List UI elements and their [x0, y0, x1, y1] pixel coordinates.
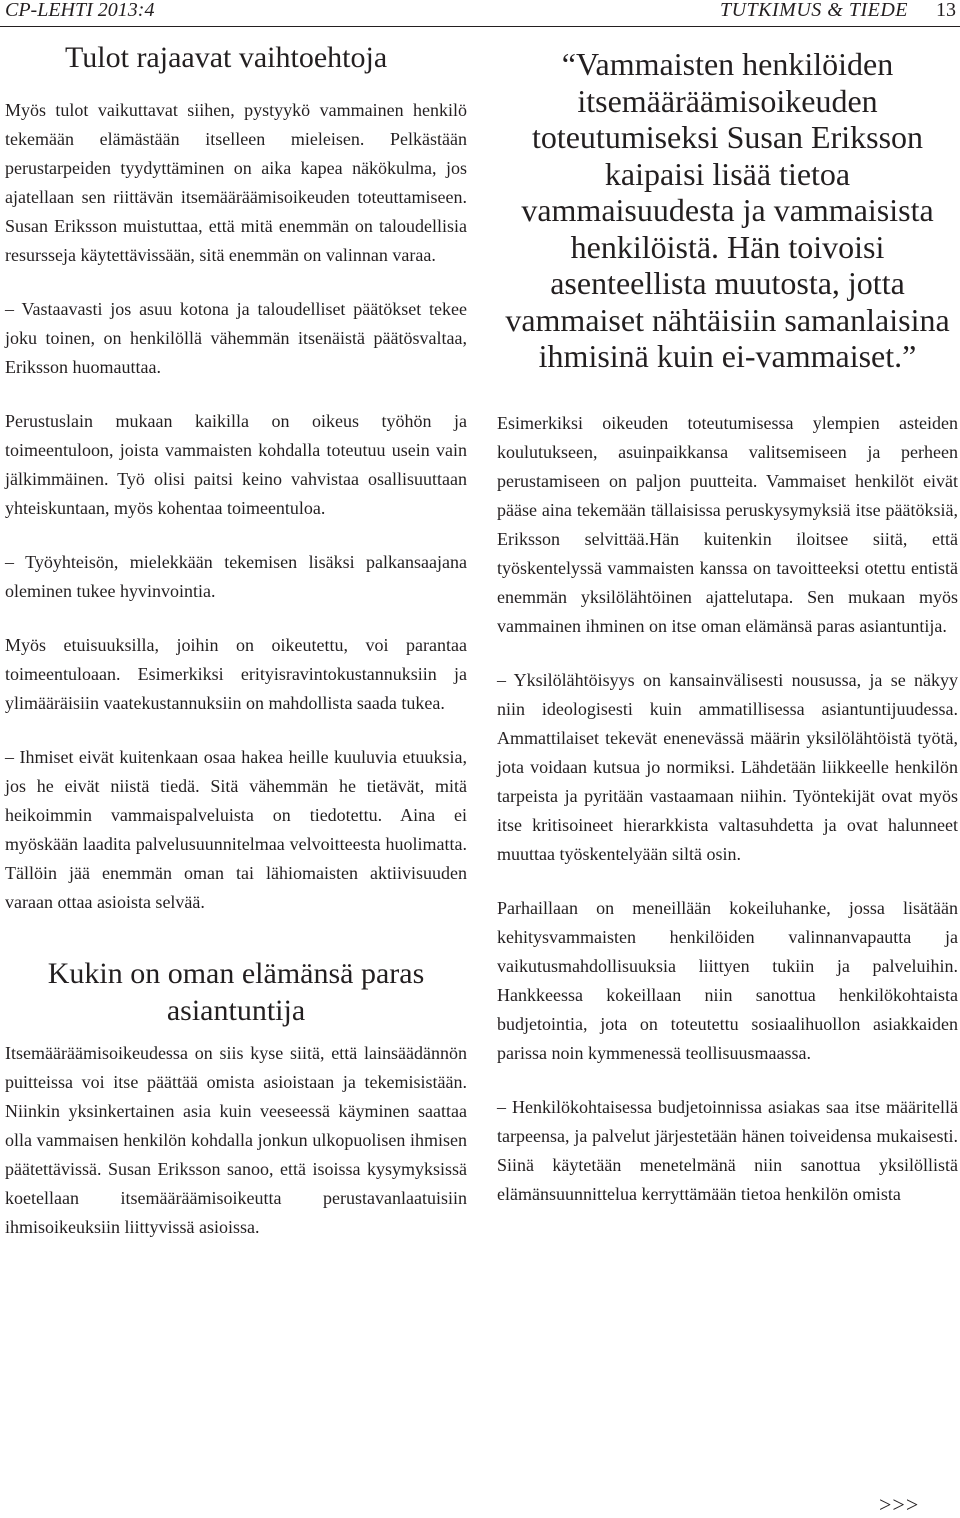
pull-quote: “Vammaisten henkilöiden itsemääräämisoikeuden toteutumiseksi Susan Eriksson kaipaisi lisää tietoa vammaisuudesta ja vammaisista henkilöistä. Hän toivoisi asenteellista muutosta, jotta vammaiset nähtäisiin samanlaisina ihmisinä kuin ei-vammaiset.” [505, 46, 950, 374]
body-paragraph: – Ihmiset eivät kuitenkaan osaa hakea heille kuuluvia etuuksia, jos he eivät niistä tiedä. Sitä vähemmän he tietävät, mitä heikoimmin vammaispalveluista on tiedotettu. Aina ei myöskään laadita palvelusuunnitelmaa velvoitteesta huolimatta. Tällöin jää enemmän oman tai lähiomaisten aktiivisuuden varaan ottaa asioista selvää. [5, 747, 467, 912]
right-column [497, 40, 958, 1209]
section-heading-expert: Kukin on oman elämänsä paras asiantuntija [47, 957, 425, 1027]
body-paragraph: Myös etuisuuksilla, joihin on oikeutettu, voi parantaa toimeentuloaan. Esimerkiksi erityisravintokustannuksiin ja ylimääräisiin vaatekustannuksiin on mahdollista saada tukea. [5, 635, 467, 713]
body-paragraph: Esimerkiksi oikeuden toteutumisessa ylempien asteiden koulutukseen, asuinpaikkansa valitsemiseen ja perheen perustamiseen on paljon puutteita. Vammaiset henkilöt eivät pääse aina tekemään tällaisissa peruskysymyksiä itse päätöksiä, Eriksson selvittää.Hän kuitenkin iloitsee siitä, että työskentelyssä vammaisten kanssa on tavoitteeksi otettu entistä enemmän yksilölähtöinen ajattelutapa. Sen mukaan myös vammainen ihminen on itse oman elämänsä paras asiantuntija. [497, 412, 958, 636]
body-paragraph: Parhaillaan on meneillään kokeiluhanke, jossa lisätään kehitysvammaisten henkilöiden valinnanvapautta ja vaikutusmahdollisuuksia liittyen tukiin ja palveluihin. Hankkeessa kokeillaan niin sanottua henkilökohtaista budjetointia, jota on toteutettu sosiaalihuollon asiakkaiden parissa noin kymmenessä teollisuusmaassa. [497, 897, 958, 1063]
page-header [0, 0, 960, 28]
body-paragraph: Myös tulot vaikuttavat siihen, pystyykö vammainen henkilö tekemään elämästään itselleen mieleisen. Pelkästään perustarpeiden tyydyttäminen on aika kapea näkökulma, jos ajatellaan sen riittävän itsemääräämisoikeuden toteuttamiseen. Susan Eriksson muistuttaa, että mitä enemmän on taloudellisia resursseja käytettävissään, sitä enemmän on valinnan varaa. [5, 100, 467, 265]
body-paragraph: Itsemääräämisoikeudessa on siis kyse siitä, että lainsäädännön puitteissa voi itse päättää omista asioistaan ja tekemisistään. Niinkin yksinkertainen asia kuin veeseessä käyminen saattaa olla vammaisen henkilön kohdalla jonkun ulkopuolisen ihmisen päätettävissä. Susan Eriksson sanoo, että isoissa kysymyksissä koetellaan itsemääräämisoikeutta perustavanlaatuisiin ihmisoikeuksiin liittyvissä asioissa. [5, 1043, 467, 1237]
section-and-page [720, 0, 956, 22]
left-column [5, 40, 467, 1242]
body-paragraph: – Henkilökohtaisessa budjetoinnissa asiakas saa itse määritellä tarpeensa, ja palvelut järjestetään hänen toiveidensa mukaisesti. Siinä käytetään menetelmänä niin sanottua yksilöllistä elämänsuunnittelua kerryttämään tietoa henkilön omista [497, 1096, 958, 1204]
section-heading-income: Tulot rajaavat vaihtoehtoja [65, 41, 388, 74]
page-number: 13 [936, 0, 956, 21]
continued-marker: >>> [879, 1492, 920, 1517]
header-rule [0, 26, 960, 27]
section-title: TUTKIMUS & TIEDE [719, 0, 908, 21]
body-paragraph: – Yksilölähtöisyys on kansainvälisesti nousussa, ja se näkyy niin ideologisesti kuin ammatillisessa asiantuntijuudessa. Ammattilaiset tekevät enenevässä määrin yksilölähtöistä työtä, jota voidaan kutsua jo normiksi. Lähdetään liikkeelle henkilön tarpeista ja pyritään vastaamaan niihin. Työntekijät ovat myös itse kritisoineet hierarkkista valtasuhdetta ja ovat halunneet muuttaa työskentelyään siltä osin. [497, 669, 958, 864]
body-paragraph: – Työyhteisön, mielekkään tekemisen lisäksi palkansaajana oleminen tukee hyvinvointia. [5, 552, 467, 601]
body-paragraph: – Vastaavasti jos asuu kotona ja taloudelliset päätökset tekee joku toinen, on henkilöllä vähemmän itsenäistä päätösvaltaa, Eriksson huomauttaa. [5, 299, 467, 377]
body-paragraph: Perustuslain mukaan kaikilla on oikeus työhön ja toimeentuloon, joista vammaisten kohdalla toteutuu usein vain jälkimmäinen. Työ olisi paitsi keino vahvistaa osallisuuttaan yhteiskuntaan, myös kohentaa toimeentuloa. [5, 411, 467, 518]
journal-issue: CP-LEHTI 2013:4 [5, 0, 155, 21]
